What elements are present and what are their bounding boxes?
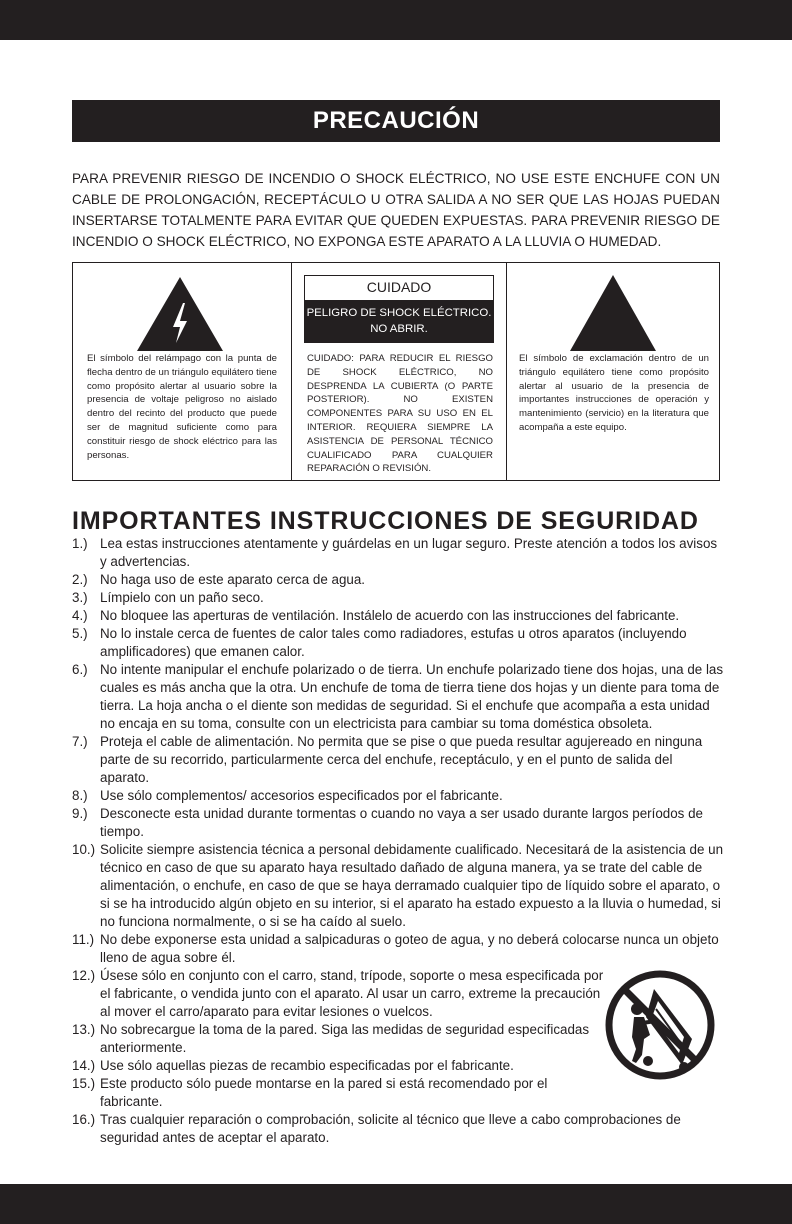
list-item xyxy=(72,787,724,805)
list-item-text: Use sólo complementos/ accesorios especificados por el fabricante. xyxy=(100,788,503,803)
list-item-text: Este producto sólo puede montarse en la pared si está recomendado por el fabricante. xyxy=(100,1076,548,1109)
list-item-text: No intente manipular el enchufe polarizado o de tierra. Un enchufe polarizado tiene dos hojas, una de las cuales es más ancha que la otra. Un enchufe de toma de tierra tiene dos hojas y un diente para toma de tierra. La hoja ancha o el diente son medidas de seguridad. Si el enchufe que acompaña a esta unidad no encaja en su toma, consulte con un electricista para cambiar su toma doméstica obsoleta. xyxy=(100,662,724,731)
list-item xyxy=(72,733,724,787)
page-title: PRECAUCIÓN xyxy=(72,100,720,142)
list-item-text: Lea estas instrucciones atentamente y guárdelas en un lugar seguro. Preste atención a todos los avisos y advertencias. xyxy=(100,536,718,569)
list-item-number: 9.) xyxy=(72,806,88,821)
list-item xyxy=(72,1111,724,1147)
list-item-number: 16.) xyxy=(72,1112,96,1127)
list-item xyxy=(72,1057,608,1075)
list-item-text: Proteja el cable de alimentación. No permita que se pise o que pueda resultar agujereado en ninguna parte de su recorrido, particularmente cerca del enchufe, receptáculo, y en el punto de salida del aparato. xyxy=(100,734,703,785)
list-item-number: 2.) xyxy=(72,572,88,587)
caution-sublabel-line2: NO ABRIR. xyxy=(370,323,428,335)
warning-paragraph: PARA PREVENIR RIESGO DE INCENDIO O SHOCK ELÉCTRICO, NO USE ESTE ENCHUFE CON UN CABLE DE PROLONGACIÓN, RECEPTÁCULO U OTRA SALIDA A NO SER QUE LAS HOJAS PUEDAN INSERTARSE TOTALMENTE PARA EVITAR QUE QUEDEN EXPUESTAS. PARA PREVENIR RIESGO DE INCENDIO O SHOCK ELÉCTRICO, NO EXPONGA ESTE APARATO A LA LLUVIA O HUMEDAD. xyxy=(72,171,720,249)
list-item xyxy=(72,589,724,607)
list-item xyxy=(72,625,724,661)
safety-title: IMPORTANTES INSTRUCCIONES DE SEGURIDAD xyxy=(72,507,699,535)
list-item xyxy=(72,1075,608,1111)
list-item xyxy=(72,967,608,1021)
exclamation-triangle-icon xyxy=(568,273,658,353)
list-item xyxy=(72,841,724,931)
list-item-number: 11.) xyxy=(72,932,95,947)
list-item-number: 15.) xyxy=(72,1076,96,1091)
list-item-number: 12.) xyxy=(72,968,96,983)
list-item xyxy=(72,607,724,625)
list-item xyxy=(72,1021,608,1057)
list-item-number: 7.) xyxy=(72,734,88,749)
list-item-number: 8.) xyxy=(72,788,88,803)
list-item xyxy=(72,535,724,571)
list-item-number: 4.) xyxy=(72,608,88,623)
list-item-number: 5.) xyxy=(72,626,88,641)
list-item-text: Desconecte esta unidad durante tormentas o cuando no vaya a ser usado durante largos períodos de tiempo. xyxy=(100,806,703,839)
list-item-number: 6.) xyxy=(72,662,88,677)
list-item-number: 13.) xyxy=(72,1022,96,1037)
list-item-text: Use sólo aquellas piezas de recambio especificadas por el fabricante. xyxy=(100,1058,514,1073)
list-item-number: 3.) xyxy=(72,590,88,605)
caution-label-box xyxy=(304,275,494,343)
list-item xyxy=(72,931,724,967)
lightning-triangle-icon xyxy=(135,275,225,353)
list-item-text: Tras cualquier reparación o comprobación, solicite al técnico que lleve a cabo comprobaciones de seguridad antes de aceptar el aparato. xyxy=(100,1112,681,1145)
bottom-bar xyxy=(0,1184,792,1224)
list-item-text: Solicite siempre asistencia técnica a personal debidamente cualificado. Necesitará de la asistencia de un técnico en caso de que su aparato haya resultado dañado de alguna manera, ya se trate del cable de alimentación, o enchufe, en caso de que se haya derramado cualquier tipo de líquido sobre el aparato, o si se ha introducido algún objeto en su interior, si el aparato ha estado expuesto a la lluvia o humedad, si no funciona normalmente, o si se ha caído al suelo. xyxy=(100,842,724,929)
list-item-text: Límpielo con un paño seco. xyxy=(100,590,264,605)
list-item xyxy=(72,571,724,589)
list-item-text: No haga uso de este aparato cerca de agua. xyxy=(100,572,366,587)
caution-column xyxy=(291,263,507,480)
exclamation-description: El símbolo de exclamación dentro de un triángulo equilátero tiene como propósito alertar al usuario de la presencia de importantes instrucciones de operación y mantenimiento (servicio) en la literatura que acompaña a este equipo. xyxy=(519,353,709,433)
list-item-text: No debe exponerse esta unidad a salpicaduras o goteo de agua, y no deberá colocarse nunca un objeto lleno de agua sobre él. xyxy=(100,932,719,965)
exclamation-column xyxy=(507,263,718,480)
caution-sublabel-line1: PELIGRO DE SHOCK ELÉCTRICO. xyxy=(306,307,492,319)
list-item-number: 10.) xyxy=(72,842,96,857)
list-item-text: No bloquee las aperturas de ventilación. Instálelo de acuerdo con las instrucciones del fabricante. xyxy=(100,608,680,623)
list-item xyxy=(72,661,724,733)
symbol-explanation-box xyxy=(72,262,720,481)
list-item-text: Úsese sólo en conjunto con el carro, stand, trípode, soporte o mesa especificada por el fabricante, o vendida junto con el aparato. Al usar un carro, extreme la precaución al mover el carro/aparato para evitar lesiones o vuelcos. xyxy=(100,968,604,1019)
lightning-description: El símbolo del relámpago con la punta de flecha dentro de un triángulo equilátero tiene como propósito alertar al usuario sobre la presencia de voltaje peligroso no aislado dentro del recinto del producto que puede ser de magnitud suficiente como para constituir riesgo de shock eléctrico para las personas. xyxy=(87,353,277,461)
lightning-column xyxy=(73,263,291,480)
list-item-text: No lo instale cerca de fuentes de calor tales como radiadores, estufas u otros aparatos (incluyendo amplificadores) que emanen calor. xyxy=(100,626,687,659)
cart-tip-over-warning-icon xyxy=(604,969,716,1081)
caution-label: CUIDADO xyxy=(305,276,493,300)
list-item-number: 1.) xyxy=(72,536,88,551)
list-item xyxy=(72,805,724,841)
caution-sublabel xyxy=(305,300,493,343)
top-bar xyxy=(0,0,792,40)
caution-description: CUIDADO: PARA REDUCIR EL RIESGO DE SHOCK ELÉCTRICO, NO DESPRENDA LA CUBIERTA (O PARTE POSTERIOR). NO EXISTEN COMPONENTES PARA SU USO EN EL INTERIOR. REQUIERA SIEMPRE LA ASISTENCIA DE PERSONAL TÉCNICO CUALIFICADO PARA CUALQUIER REPARACIÓN O REVISIÓN. xyxy=(307,353,493,475)
list-item-text: No sobrecargue la toma de la pared. Siga las medidas de seguridad especificadas anteriormente. xyxy=(100,1022,590,1055)
list-item-number: 14.) xyxy=(72,1058,96,1073)
